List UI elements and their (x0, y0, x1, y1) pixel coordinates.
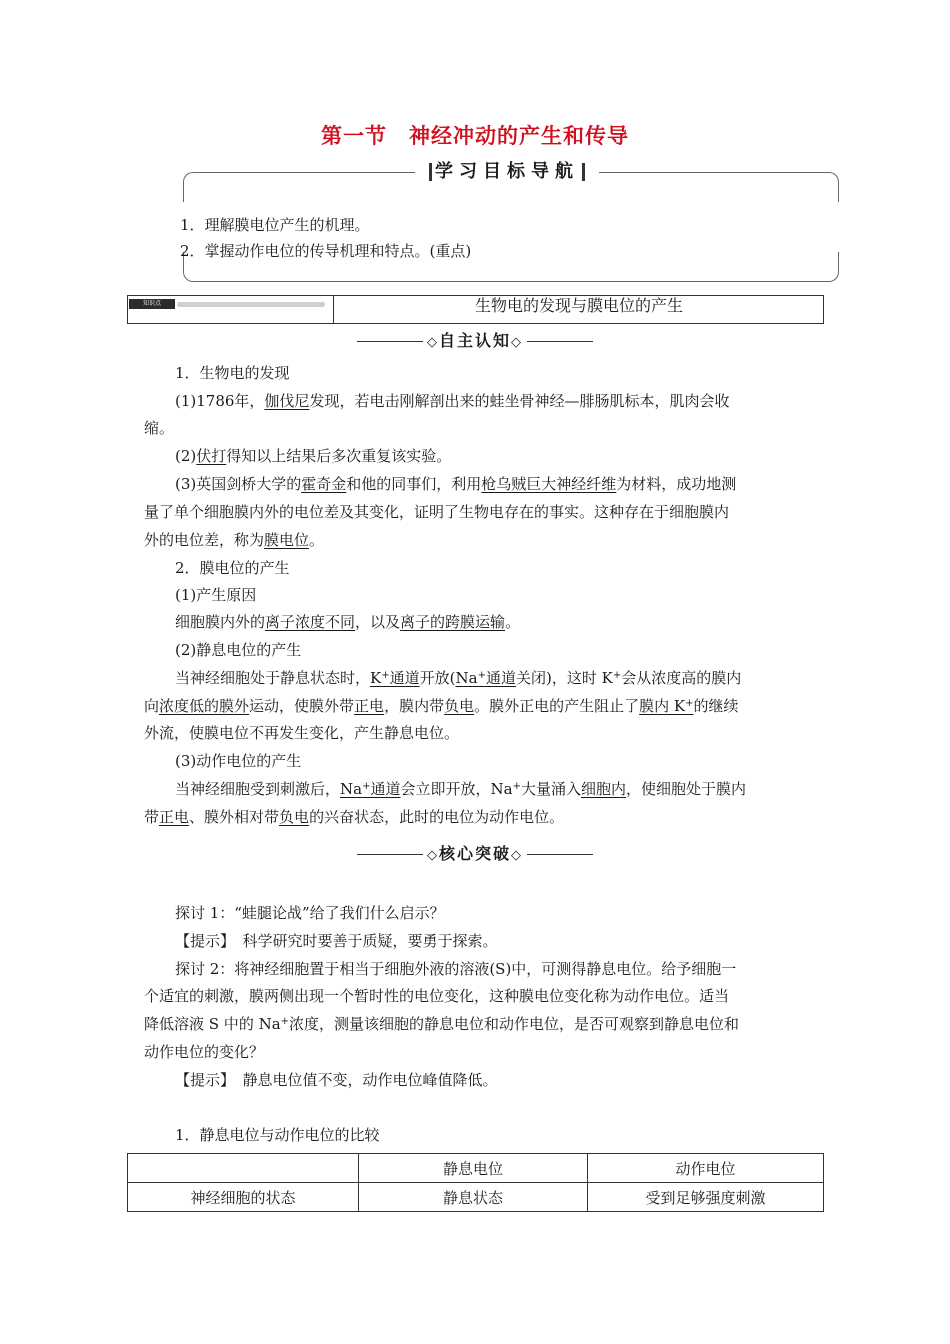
subheading: (3)动作电位的产生 (175, 752, 302, 770)
subheading: 1．静息电位与动作电位的比较 (175, 1126, 380, 1144)
objective-item: 1．理解膜电位产生的机理。 (180, 216, 370, 234)
paragraph-line: (1)1786年，伽伐尼发现，若电击刚解剖出来的蛙坐骨神经—腓肠肌标本，肌肉会收 (175, 392, 730, 410)
objectives-heading: 学习目标导航 (415, 158, 599, 186)
comparison-table (127, 1153, 824, 1212)
table-header-cell: 动作电位 (588, 1154, 824, 1183)
table-header-cell (128, 1154, 359, 1183)
subheading: 2．膜电位的产生 (175, 559, 290, 577)
paragraph-line: 外的电位差，称为膜电位。 (144, 531, 325, 549)
knowledge-point-tag: 知识点 (129, 299, 327, 309)
subheading: (1)产生原因 (175, 586, 257, 604)
page-title: 第一节 神经冲动的产生和传导 (321, 124, 629, 148)
table-cell: 静息状态 (359, 1183, 588, 1212)
paragraph-line: 当神经细胞处于静息状态时，K+通道开放(Na+通道关闭)，这时 K+会从浓度高的膜内 (175, 669, 742, 687)
paragraph-line: 外流，使膜电位不再发生变化，产生静息电位。 (144, 724, 460, 742)
paragraph-line: 细胞膜内外的离子浓度不同，以及离子的跨膜运输。 (175, 613, 521, 631)
section-heading-self-study: ◇自主认知◇ (0, 328, 950, 351)
paragraph-line: 当神经细胞受到刺激后，Na+通道会立即开放，Na+大量涌入细胞内，使细胞处于膜内 (175, 780, 747, 798)
paragraph-line: 降低溶液 S 中的 Na+浓度，测量该细胞的静息电位和动作电位，是否可观察到静息电位和 (144, 1015, 740, 1033)
paragraph-line: 动作电位的变化？ (144, 1043, 265, 1061)
section-heading-core-breakthrough: ◇核心突破◇ (0, 841, 950, 864)
table-header-row (128, 1154, 824, 1183)
paragraph-line: 量了单个细胞膜内外的电位差及其变化，证明了生物电存在的事实。这种存在于细胞膜内 (144, 503, 730, 521)
hint-line: 【提示】 静息电位值不变，动作电位峰值降低。 (175, 1071, 498, 1089)
table-cell: 神经细胞的状态 (128, 1183, 359, 1212)
hint-line: 【提示】 科学研究时要善于质疑，要勇于探索。 (175, 932, 498, 950)
paragraph-line: 个适宜的刺激，膜两侧出现一个暂时性的电位变化，这种膜电位变化称为动作电位。适当 (144, 987, 730, 1005)
objective-item: 2．掌握动作电位的传导机理和特点。(重点) (180, 242, 472, 260)
paragraph-line: 缩。 (144, 419, 175, 437)
discussion-question: 探讨 2：将神经细胞置于相当于细胞外液的溶液(S)中，可测得静息电位。给予细胞一 (175, 960, 737, 978)
paragraph-line: (3)英国剑桥大学的霍奇金和他的同事们，利用枪乌贼巨大神经纤维为材料，成功地测 (175, 475, 737, 493)
knowledge-point-title: 生物电的发现与膜电位的产生 (474, 296, 683, 315)
subheading: (2)静息电位的产生 (175, 641, 302, 659)
paragraph-line: 带正电、膜外相对带负电的兴奋状态，此时的电位为动作电位。 (144, 808, 565, 826)
paragraph-line: 向浓度低的膜外运动，使膜外带正电，膜内带负电。膜外正电的产生阻止了膜内 K+的继续 (144, 697, 739, 715)
table-row (128, 1183, 824, 1212)
subheading: 1．生物电的发现 (175, 364, 290, 382)
paragraph-line: (2)伏打得知以上结果后多次重复该实验。 (175, 447, 452, 465)
discussion-question: 探讨 1：“蛙腿论战”给了我们什么启示？ (175, 904, 445, 922)
table-header-cell: 静息电位 (359, 1154, 588, 1183)
table-cell: 受到足够强度刺激 (588, 1183, 824, 1212)
